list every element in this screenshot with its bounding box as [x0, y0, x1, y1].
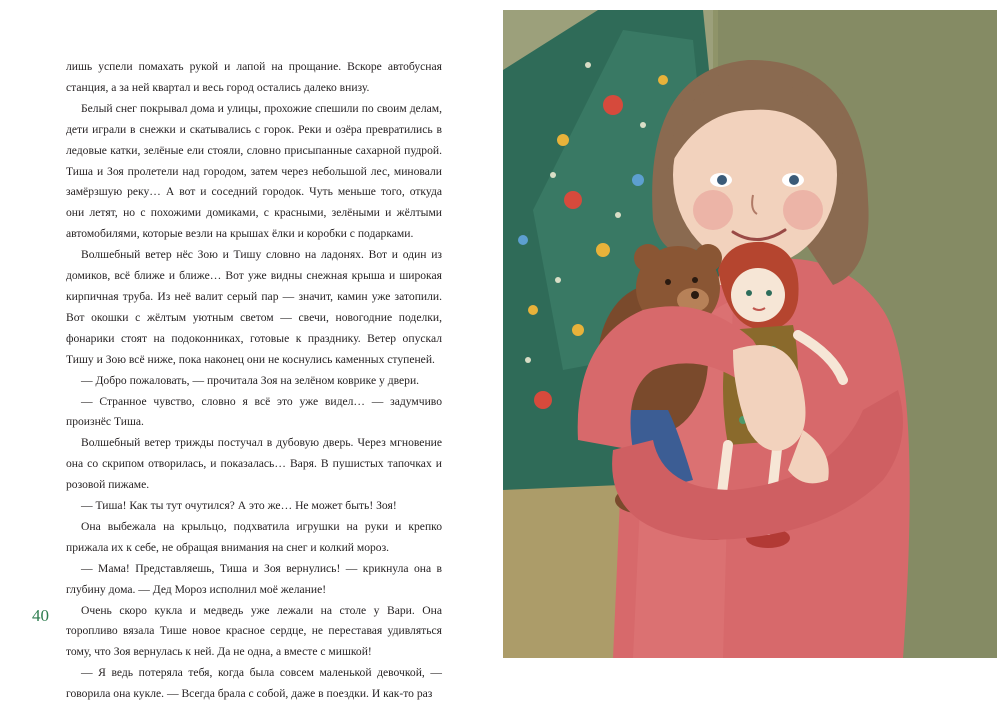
paragraph-3: Волшебный ветер нёс Зою и Тишу словно на ладонях. Вот и один из домиков, всё ближе и ближе… Вот уже видны снежная крыша и широкая кирпичная труба. Из неё валит серый пар — значит, камин уже затопили. Вот окошки с жёлтым уютным светом — свечи, новогодние поделки, фонарики стоят на подоконниках, готовые к празднику. Ветер опускал Тишу и Зою всё ниже, пока наконец они не коснулись каменных ступеней.	[66, 248, 442, 366]
paragraph-8: Она выбежала на крыльцо, подхватила игрушки на руки и крепко прижала их к себе, не обращая внимания на снег и колкий мороз.	[66, 519, 442, 554]
story-text	[66, 57, 442, 705]
paragraph-11: — Я ведь потеряла тебя, когда была совсем маленькой девочкой, — говорила она кукле. — Всегда брала с собой, даже в поездки. И как-то раз	[66, 666, 442, 701]
illustration-canvas	[503, 10, 997, 658]
illustration-girl-with-toys	[503, 10, 997, 658]
paragraph-1: лишь успели помахать рукой и лапой на прощание. Вскоре автобусная станция, а за ней квартал и весь город остались далеко внизу.	[66, 60, 442, 94]
paragraph-6: Волшебный ветер трижды постучал в дубовую дверь. Через мгновение она со скрипом отворилась, и показалась… Варя. В пушистых тапочках и розовой пижаме.	[66, 436, 442, 492]
paragraph-10: Очень скоро кукла и медведь уже лежали на столе у Вари. Она торопливо вязала Тише новое красное сердце, не переставая удивляться тому, что Зоя вернулась к ней. Да не одна, а вместе с мишкой!	[66, 603, 442, 659]
paragraph-2: Белый снег покрывал дома и улицы, прохожие спешили по своим делам, дети играли в снежки и скатывались с горок. Реки и озёра превратились в ледовые катки, зелёные ели стояли, словно присыпанные сахарной пудрой. Тиша и Зоя пролетели над городом, затем через небольшой лес, миновали замёрзшую реку… А вот и соседний городок. Чуть меньше того, откуда они летят, но с похожими домиками, с красными, зелёными и жёлтыми автомобилями, которые везли на крышах ёлки и коробки с подарками.	[66, 101, 442, 241]
page-number: 40	[32, 606, 49, 625]
paragraph-7: — Тиша! Как ты тут очутился? А это же… Не может быть! Зоя!	[81, 499, 397, 513]
paragraph-4: — Добро пожаловать, — прочитала Зоя на зелёном коврике у двери.	[81, 373, 420, 387]
paragraph-9: — Мама! Представляешь, Тиша и Зоя вернулись! — крикнула она в глубину дома. — Дед Мороз исполнил моё желание!	[66, 561, 442, 596]
paragraph-5: — Странное чувство, словно я всё это уже видел… — задумчиво произнёс Тиша.	[66, 394, 442, 429]
left-text-page	[0, 0, 500, 701]
